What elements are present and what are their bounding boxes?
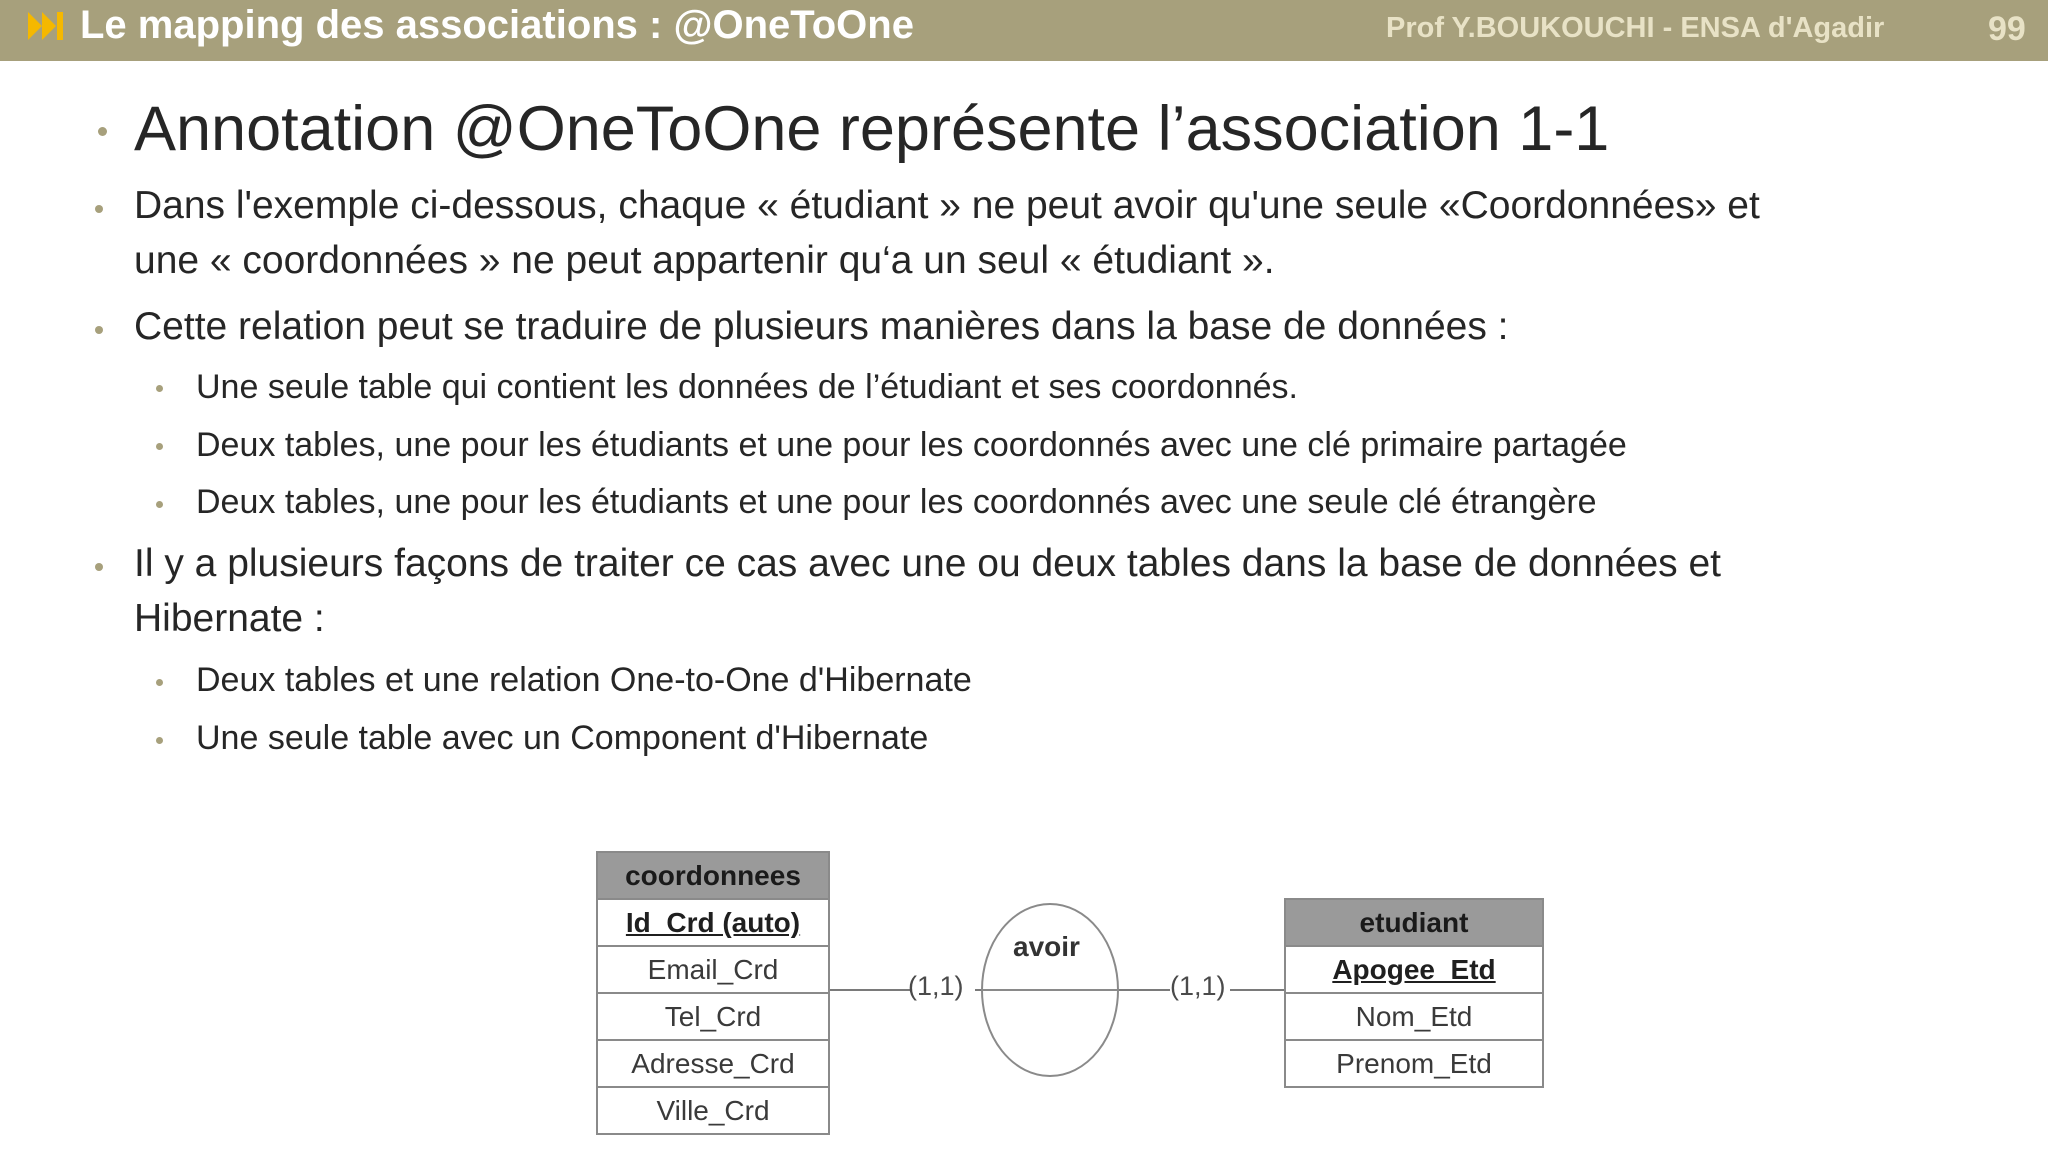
entity-field: Nom_Etd xyxy=(1286,994,1542,1041)
er-diagram xyxy=(590,845,1550,1145)
entity-field: Prenom_Etd xyxy=(1336,1048,1492,1079)
paragraph-3-item: Une seule table avec un Component d'Hibernate xyxy=(196,719,929,757)
sub-bullet-dot xyxy=(156,385,163,392)
sub-bullet-dot xyxy=(156,737,163,744)
entity-coordonnees xyxy=(596,851,830,1135)
entity-etudiant xyxy=(1284,898,1544,1088)
paragraph-1-line-2: une « coordonnées » ne peut appartenir qu‘a un seul « étudiant ». xyxy=(134,239,1275,282)
right-cardinality: (1,1) xyxy=(1170,971,1226,1001)
bullet-dot xyxy=(95,205,103,213)
page-number: 99 xyxy=(1988,10,2026,48)
paragraph-3-line-2: Hibernate : xyxy=(134,597,325,640)
paragraph-3-line-1: Il y a plusieurs façons de traiter ce cas avec une ou deux tables dans la base de données et xyxy=(134,542,1722,585)
paragraph-1-line-1: Dans l'exemple ci-dessous, chaque « étudiant » ne peut avoir qu'une seule «Coordonnées» et xyxy=(134,184,1760,227)
entity-field: Ville_Crd xyxy=(656,1095,770,1126)
header-bar xyxy=(0,0,2048,61)
content-title: Annotation @OneToOne représente l’association 1-1 xyxy=(134,94,1610,164)
relation-name: avoir xyxy=(1013,931,1080,962)
slide-title: Le mapping des associations : @OneToOne xyxy=(80,3,914,47)
paragraph-2-item: Deux tables, une pour les étudiants et une pour les coordonnés avec une clé primaire partagée xyxy=(196,426,1627,464)
bullet-dot xyxy=(95,563,103,571)
author-label: Prof Y.BOUKOUCHI - ENSA d'Agadir xyxy=(1386,12,1885,44)
paragraph-2: Cette relation peut se traduire de plusieurs manières dans la base de données : xyxy=(134,305,1509,348)
sub-bullet-dot xyxy=(156,501,163,508)
paragraph-3-item: Deux tables et une relation One-to-One d'Hibernate xyxy=(196,661,972,699)
sub-bullet-dot xyxy=(156,679,163,686)
primary-key-field: Id_Crd (auto) xyxy=(598,900,828,947)
paragraph-2-item: Une seule table qui contient les données de l’étudiant et ses coordonnés. xyxy=(196,368,1298,406)
entity-field: Email_Crd xyxy=(598,947,828,994)
entity-name: coordonnees xyxy=(598,853,828,900)
primary-key-field: Apogee_Etd xyxy=(1286,947,1542,994)
paragraph-2-item: Deux tables, une pour les étudiants et une pour les coordonnés avec une seule clé étrangère xyxy=(196,483,1597,521)
bullet-dot xyxy=(95,326,103,334)
sub-bullet-dot xyxy=(156,443,163,450)
fast-forward-icon xyxy=(26,10,70,42)
entity-field: Adresse_Crd xyxy=(598,1041,828,1088)
left-cardinality: (1,1) xyxy=(908,971,964,1001)
bullet-dot xyxy=(98,127,107,136)
entity-name: etudiant xyxy=(1286,900,1542,947)
entity-field: Tel_Crd xyxy=(598,994,828,1041)
